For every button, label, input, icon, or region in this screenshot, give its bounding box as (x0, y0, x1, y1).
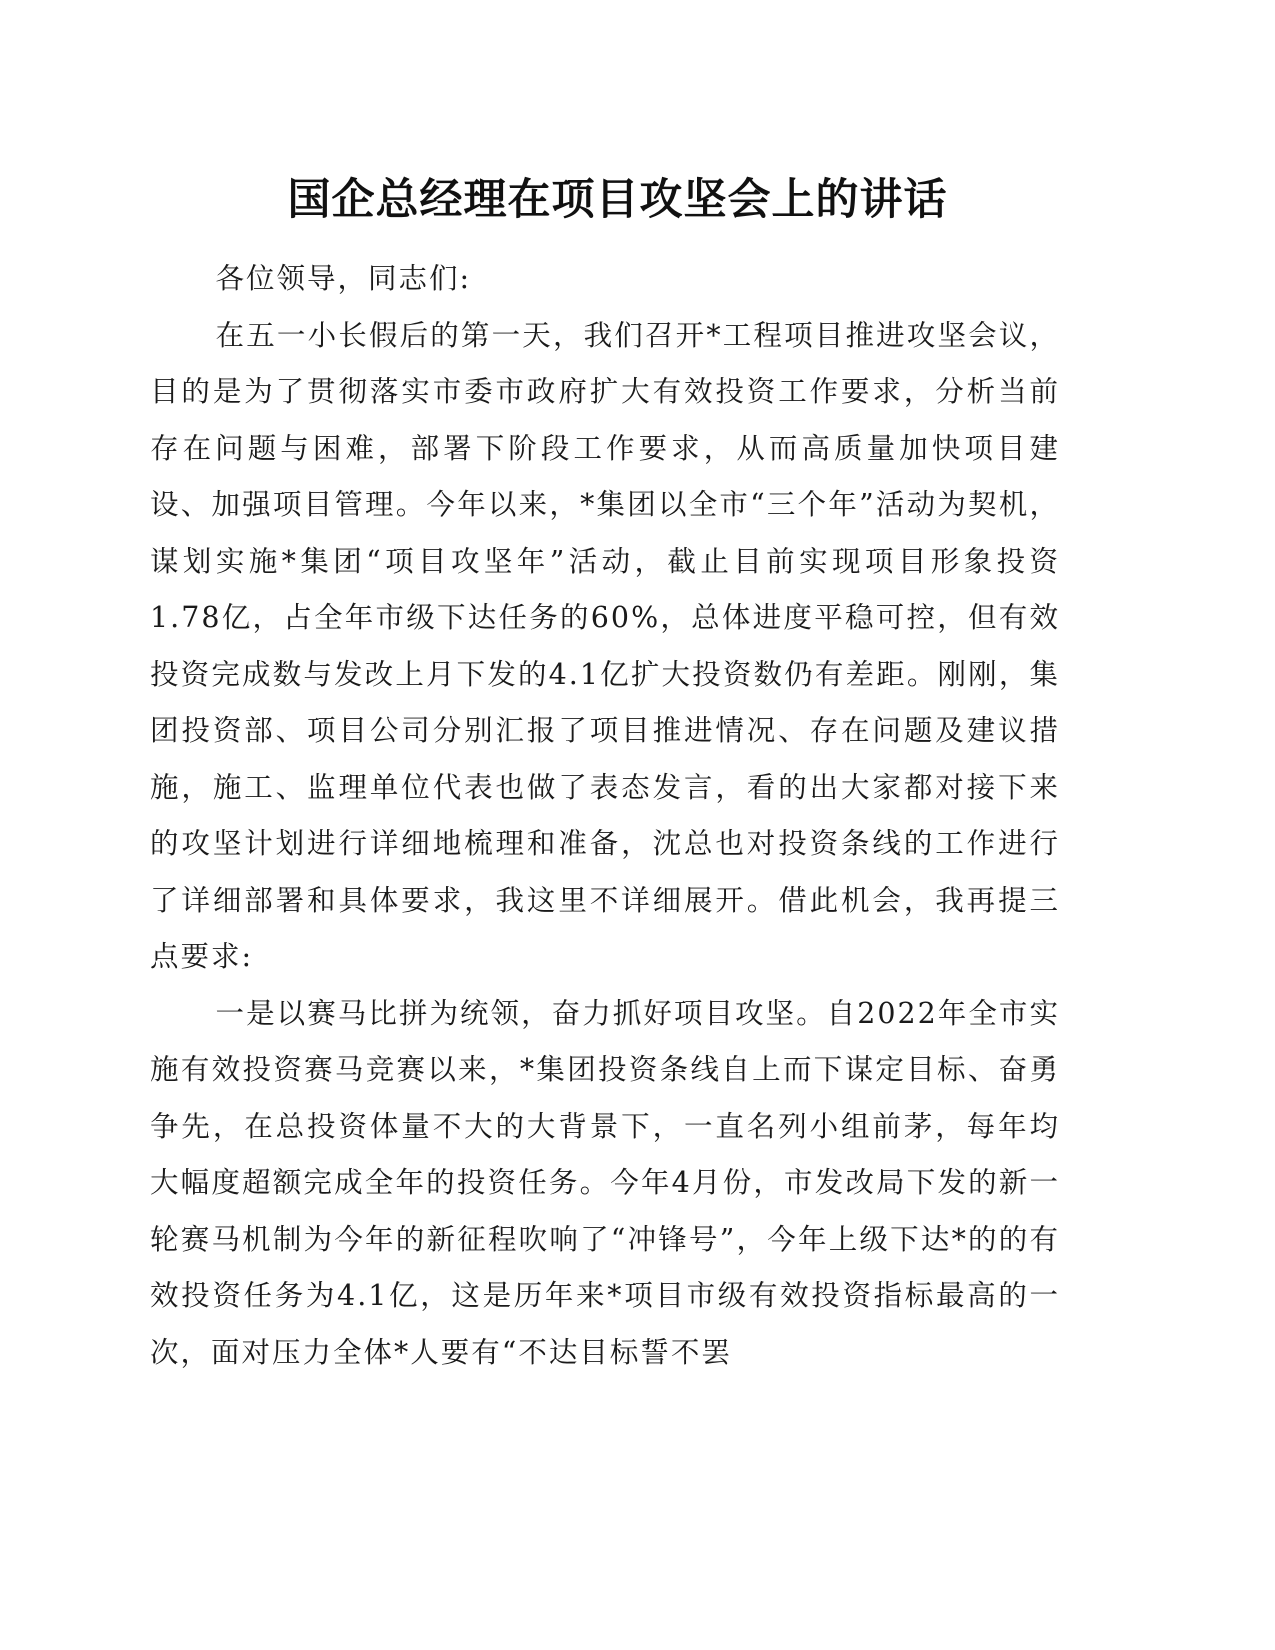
paragraph-point-one: 一是以赛马比拼为统领，奋力抓好项目攻坚。自2022年全市实施有效投资赛马竞赛以来，*集团投资条线自上而下谋定目标、奋勇争先，在总投资体量不大的大背景下，一直名列小组前茅，每年均大幅度超额完成全年的投资任务。今年4月份，市发改局下发的新一轮赛马机制为今年的新征程吹响了“冲锋号”，今年上级下达*的的有效投资任务为4.1亿，这是历年来*项目市级有效投资指标最高的一次，面对压力全体*人要有“不达目标誓不罢 (150, 996, 1060, 1369)
document-body (150, 251, 1060, 1381)
salutation: 各位领导，同志们: (215, 262, 472, 295)
document-title: 国企总经理在项目攻坚会上的讲话 (287, 175, 948, 225)
document-page (150, 165, 1060, 1381)
paragraph-intro: 在五一小长假后的第一天，我们召开*工程项目推进攻坚会议，目的是为了贯彻落实市委市政府扩大有效投资工作要求，分析当前存在问题与困难，部署下阶段工作要求，从而高质量加快项目建设、加强项目管理。今年以来，*集团以全市“三个年”活动为契机，谋划实施*集团“项目攻坚年”活动，截止目前实现项目形象投资1.78亿，占全年市级下达任务的60%，总体进度平稳可控，但有效投资完成数与发改上月下发的4.1亿扩大投资数仍有差距。刚刚，集团投资部、项目公司分别汇报了项目推进情况、存在问题及建议措施，施工、监理单位代表也做了表态发言，看的出大家都对接下来的攻坚计划进行详细地梳理和准备，沈总也对投资条线的工作进行了详细部署和具体要求，我这里不详细展开。借此机会，我再提三点要求: (150, 318, 1060, 973)
